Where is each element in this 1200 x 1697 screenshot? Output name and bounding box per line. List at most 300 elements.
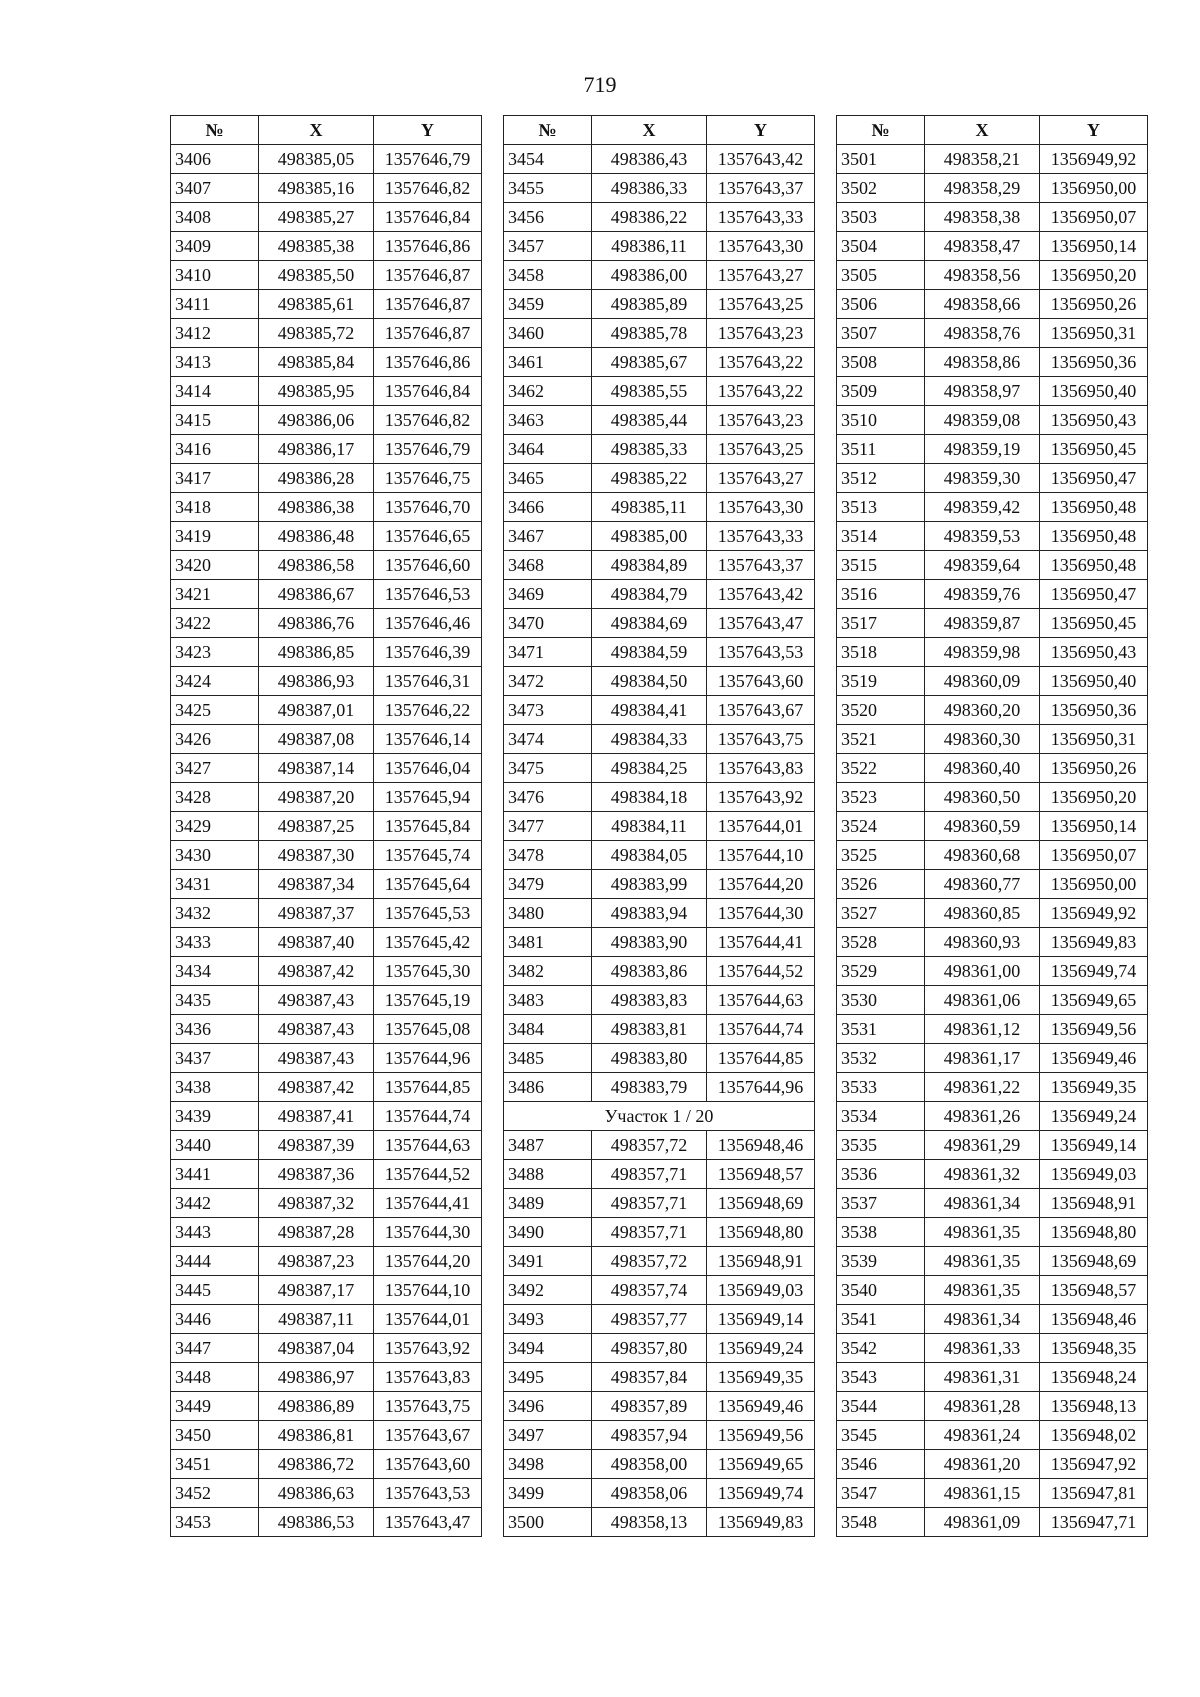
point-number: 3539: [837, 1247, 925, 1276]
x-coordinate: 498361,32: [925, 1160, 1040, 1189]
point-number: 3534: [837, 1102, 925, 1131]
x-coordinate: 498359,19: [925, 435, 1040, 464]
table-row: [171, 754, 482, 783]
point-number: 3466: [504, 493, 592, 522]
y-coordinate: 1357644,30: [374, 1218, 482, 1247]
point-number: 3498: [504, 1450, 592, 1479]
x-coordinate: 498386,53: [259, 1508, 374, 1537]
x-coordinate: 498386,00: [592, 261, 707, 290]
table-row: [837, 1508, 1148, 1537]
y-coordinate: 1356950,14: [1040, 812, 1148, 841]
x-coordinate: 498361,24: [925, 1421, 1040, 1450]
x-coordinate: 498386,89: [259, 1392, 374, 1421]
x-coordinate: 498357,72: [592, 1131, 707, 1160]
table-row: [504, 1479, 815, 1508]
table-row: [171, 1363, 482, 1392]
table-row: [171, 1189, 482, 1218]
point-number: 3533: [837, 1073, 925, 1102]
y-coordinate: 1357643,75: [374, 1392, 482, 1421]
table-row: [504, 493, 815, 522]
table-row: [171, 696, 482, 725]
point-number: 3481: [504, 928, 592, 957]
x-coordinate: 498361,35: [925, 1218, 1040, 1247]
point-number: 3464: [504, 435, 592, 464]
y-coordinate: 1357646,84: [374, 377, 482, 406]
y-coordinate: 1356950,07: [1040, 203, 1148, 232]
point-number: 3473: [504, 696, 592, 725]
point-number: 3425: [171, 696, 259, 725]
x-coordinate: 498387,01: [259, 696, 374, 725]
table-row: [504, 145, 815, 174]
column-header-num: №: [504, 116, 592, 145]
point-number: 3520: [837, 696, 925, 725]
table-row: [171, 783, 482, 812]
y-coordinate: 1357644,01: [374, 1305, 482, 1334]
x-coordinate: 498360,77: [925, 870, 1040, 899]
y-coordinate: 1356949,65: [1040, 986, 1148, 1015]
x-coordinate: 498360,85: [925, 899, 1040, 928]
y-coordinate: 1357643,60: [707, 667, 815, 696]
y-coordinate: 1356948,02: [1040, 1421, 1148, 1450]
x-coordinate: 498387,30: [259, 841, 374, 870]
column-header-num: №: [171, 116, 259, 145]
table-row: [504, 667, 815, 696]
y-coordinate: 1356949,92: [1040, 145, 1148, 174]
point-number: 3502: [837, 174, 925, 203]
x-coordinate: 498386,33: [592, 174, 707, 203]
y-coordinate: 1357643,27: [707, 261, 815, 290]
table-row: [171, 725, 482, 754]
y-coordinate: 1357643,23: [707, 319, 815, 348]
point-number: 3469: [504, 580, 592, 609]
x-coordinate: 498384,79: [592, 580, 707, 609]
point-number: 3470: [504, 609, 592, 638]
y-coordinate: 1356950,45: [1040, 609, 1148, 638]
point-number: 3493: [504, 1305, 592, 1334]
x-coordinate: 498385,16: [259, 174, 374, 203]
table-row: [504, 1247, 815, 1276]
table-row: [504, 290, 815, 319]
point-number: 3434: [171, 957, 259, 986]
table-row: [504, 754, 815, 783]
y-coordinate: 1356950,00: [1040, 870, 1148, 899]
y-coordinate: 1357643,83: [707, 754, 815, 783]
x-coordinate: 498361,17: [925, 1044, 1040, 1073]
y-coordinate: 1357644,30: [707, 899, 815, 928]
x-coordinate: 498359,98: [925, 638, 1040, 667]
x-coordinate: 498358,29: [925, 174, 1040, 203]
x-coordinate: 498385,78: [592, 319, 707, 348]
point-number: 3492: [504, 1276, 592, 1305]
y-coordinate: 1357644,41: [374, 1189, 482, 1218]
point-number: 3501: [837, 145, 925, 174]
table-row: [171, 841, 482, 870]
table-row: [837, 174, 1148, 203]
table-row: [504, 1276, 815, 1305]
table-row: [837, 1392, 1148, 1421]
table-row: [171, 145, 482, 174]
point-number: 3507: [837, 319, 925, 348]
point-number: 3482: [504, 957, 592, 986]
x-coordinate: 498387,43: [259, 1044, 374, 1073]
y-coordinate: 1357645,74: [374, 841, 482, 870]
y-coordinate: 1357646,14: [374, 725, 482, 754]
x-coordinate: 498358,56: [925, 261, 1040, 290]
y-coordinate: 1356947,81: [1040, 1479, 1148, 1508]
point-number: 3407: [171, 174, 259, 203]
table-row: [504, 1421, 815, 1450]
table-row: [171, 232, 482, 261]
point-number: 3426: [171, 725, 259, 754]
point-number: 3439: [171, 1102, 259, 1131]
x-coordinate: 498383,90: [592, 928, 707, 957]
point-number: 3447: [171, 1334, 259, 1363]
y-coordinate: 1357643,67: [707, 696, 815, 725]
x-coordinate: 498357,74: [592, 1276, 707, 1305]
point-number: 3529: [837, 957, 925, 986]
x-coordinate: 498357,80: [592, 1334, 707, 1363]
point-number: 3432: [171, 899, 259, 928]
table-row: [504, 870, 815, 899]
y-coordinate: 1357644,52: [374, 1160, 482, 1189]
point-number: 3471: [504, 638, 592, 667]
x-coordinate: 498387,42: [259, 957, 374, 986]
x-coordinate: 498357,77: [592, 1305, 707, 1334]
x-coordinate: 498360,30: [925, 725, 1040, 754]
y-coordinate: 1357645,30: [374, 957, 482, 986]
table-row: [837, 145, 1148, 174]
y-coordinate: 1356947,71: [1040, 1508, 1148, 1537]
x-coordinate: 498361,12: [925, 1015, 1040, 1044]
y-coordinate: 1356950,47: [1040, 464, 1148, 493]
table-row: [504, 1334, 815, 1363]
y-coordinate: 1356949,56: [1040, 1015, 1148, 1044]
point-number: 3516: [837, 580, 925, 609]
table-row: [171, 1276, 482, 1305]
x-coordinate: 498386,06: [259, 406, 374, 435]
y-coordinate: 1357643,25: [707, 435, 815, 464]
point-number: 3485: [504, 1044, 592, 1073]
x-coordinate: 498357,71: [592, 1218, 707, 1247]
point-number: 3513: [837, 493, 925, 522]
y-coordinate: 1356949,03: [1040, 1160, 1148, 1189]
x-coordinate: 498384,69: [592, 609, 707, 638]
point-number: 3496: [504, 1392, 592, 1421]
y-coordinate: 1357644,10: [707, 841, 815, 870]
table-row: [171, 1044, 482, 1073]
table-row: [837, 1015, 1148, 1044]
table-row: [837, 377, 1148, 406]
table-header-row: [504, 116, 815, 145]
table-row: [504, 522, 815, 551]
y-coordinate: 1356950,40: [1040, 377, 1148, 406]
table-row: [504, 348, 815, 377]
table-row: [504, 1305, 815, 1334]
y-coordinate: 1357643,75: [707, 725, 815, 754]
y-coordinate: 1357644,20: [374, 1247, 482, 1276]
column-header-y: Y: [1040, 116, 1148, 145]
y-coordinate: 1357644,63: [374, 1131, 482, 1160]
point-number: 3495: [504, 1363, 592, 1392]
table-row: [504, 609, 815, 638]
x-coordinate: 498360,50: [925, 783, 1040, 812]
table-row: [837, 1218, 1148, 1247]
x-coordinate: 498385,84: [259, 348, 374, 377]
table-row: [504, 812, 815, 841]
x-coordinate: 498386,11: [592, 232, 707, 261]
x-coordinate: 498383,86: [592, 957, 707, 986]
point-number: 3468: [504, 551, 592, 580]
table-row: [504, 406, 815, 435]
x-coordinate: 498358,66: [925, 290, 1040, 319]
y-coordinate: 1357643,33: [707, 203, 815, 232]
column-header-y: Y: [374, 116, 482, 145]
table-row: [837, 1102, 1148, 1131]
x-coordinate: 498384,11: [592, 812, 707, 841]
point-number: 3453: [171, 1508, 259, 1537]
point-number: 3494: [504, 1334, 592, 1363]
y-coordinate: 1357644,10: [374, 1276, 482, 1305]
x-coordinate: 498385,38: [259, 232, 374, 261]
table-row: [171, 1305, 482, 1334]
point-number: 3437: [171, 1044, 259, 1073]
table-row: [837, 1044, 1148, 1073]
y-coordinate: 1356949,03: [707, 1276, 815, 1305]
point-number: 3548: [837, 1508, 925, 1537]
x-coordinate: 498361,34: [925, 1189, 1040, 1218]
x-coordinate: 498385,05: [259, 145, 374, 174]
point-number: 3518: [837, 638, 925, 667]
y-coordinate: 1356948,91: [707, 1247, 815, 1276]
y-coordinate: 1357646,79: [374, 145, 482, 174]
table-row: [171, 464, 482, 493]
x-coordinate: 498358,97: [925, 377, 1040, 406]
point-number: 3542: [837, 1334, 925, 1363]
point-number: 3450: [171, 1421, 259, 1450]
table-row: [504, 1015, 815, 1044]
y-coordinate: 1357643,42: [707, 145, 815, 174]
point-number: 3522: [837, 754, 925, 783]
x-coordinate: 498360,93: [925, 928, 1040, 957]
point-number: 3497: [504, 1421, 592, 1450]
y-coordinate: 1357646,82: [374, 406, 482, 435]
y-coordinate: 1357644,41: [707, 928, 815, 957]
table-row: [171, 1450, 482, 1479]
x-coordinate: 498384,18: [592, 783, 707, 812]
table-row: [504, 1160, 815, 1189]
x-coordinate: 498385,55: [592, 377, 707, 406]
y-coordinate: 1357644,52: [707, 957, 815, 986]
table-row: [837, 1363, 1148, 1392]
table-row: [171, 319, 482, 348]
y-coordinate: 1357643,92: [374, 1334, 482, 1363]
y-coordinate: 1356950,40: [1040, 667, 1148, 696]
x-coordinate: 498360,68: [925, 841, 1040, 870]
point-number: 3478: [504, 841, 592, 870]
x-coordinate: 498387,08: [259, 725, 374, 754]
y-coordinate: 1356950,20: [1040, 783, 1148, 812]
table-row: [504, 725, 815, 754]
x-coordinate: 498361,20: [925, 1450, 1040, 1479]
y-coordinate: 1357646,87: [374, 319, 482, 348]
table-row: [837, 551, 1148, 580]
x-coordinate: 498385,72: [259, 319, 374, 348]
y-coordinate: 1357646,75: [374, 464, 482, 493]
point-number: 3461: [504, 348, 592, 377]
y-coordinate: 1357643,53: [707, 638, 815, 667]
x-coordinate: 498387,11: [259, 1305, 374, 1334]
table-row: [504, 232, 815, 261]
x-coordinate: 498360,59: [925, 812, 1040, 841]
y-coordinate: 1356950,43: [1040, 406, 1148, 435]
x-coordinate: 498384,59: [592, 638, 707, 667]
point-number: 3420: [171, 551, 259, 580]
table-row: [504, 1189, 815, 1218]
y-coordinate: 1356948,24: [1040, 1363, 1148, 1392]
column-header-x: X: [592, 116, 707, 145]
x-coordinate: 498386,85: [259, 638, 374, 667]
y-coordinate: 1357643,25: [707, 290, 815, 319]
table-row: [504, 377, 815, 406]
point-number: 3411: [171, 290, 259, 319]
y-coordinate: 1357643,23: [707, 406, 815, 435]
point-number: 3483: [504, 986, 592, 1015]
column-header-x: X: [925, 116, 1040, 145]
x-coordinate: 498361,31: [925, 1363, 1040, 1392]
x-coordinate: 498387,36: [259, 1160, 374, 1189]
point-number: 3446: [171, 1305, 259, 1334]
point-number: 3428: [171, 783, 259, 812]
y-coordinate: 1356949,35: [1040, 1073, 1148, 1102]
table-row: [171, 1479, 482, 1508]
x-coordinate: 498357,72: [592, 1247, 707, 1276]
y-coordinate: 1356950,31: [1040, 725, 1148, 754]
y-coordinate: 1356948,69: [1040, 1247, 1148, 1276]
column-header-y: Y: [707, 116, 815, 145]
table-row: [171, 1102, 482, 1131]
table-row: [171, 493, 482, 522]
table-row: [504, 203, 815, 232]
y-coordinate: 1356949,14: [1040, 1131, 1148, 1160]
y-coordinate: 1356950,48: [1040, 493, 1148, 522]
y-coordinate: 1357646,79: [374, 435, 482, 464]
table-row: [171, 377, 482, 406]
section-row: [504, 1102, 815, 1131]
table-row: [837, 1276, 1148, 1305]
x-coordinate: 498386,58: [259, 551, 374, 580]
table-row: [171, 1508, 482, 1537]
table-row: [171, 870, 482, 899]
y-coordinate: 1357645,64: [374, 870, 482, 899]
y-coordinate: 1356950,45: [1040, 435, 1148, 464]
x-coordinate: 498383,81: [592, 1015, 707, 1044]
y-coordinate: 1357643,22: [707, 377, 815, 406]
table-row: [837, 493, 1148, 522]
point-number: 3436: [171, 1015, 259, 1044]
table-row: [837, 1073, 1148, 1102]
point-number: 3459: [504, 290, 592, 319]
table-row: [837, 319, 1148, 348]
x-coordinate: 498386,72: [259, 1450, 374, 1479]
table-row: [837, 870, 1148, 899]
x-coordinate: 498387,20: [259, 783, 374, 812]
point-number: 3430: [171, 841, 259, 870]
y-coordinate: 1356948,35: [1040, 1334, 1148, 1363]
y-coordinate: 1357643,60: [374, 1450, 482, 1479]
y-coordinate: 1357644,96: [374, 1044, 482, 1073]
table-row: [504, 783, 815, 812]
point-number: 3500: [504, 1508, 592, 1537]
x-coordinate: 498385,61: [259, 290, 374, 319]
point-number: 3526: [837, 870, 925, 899]
point-number: 3541: [837, 1305, 925, 1334]
table-row: [504, 435, 815, 464]
x-coordinate: 498387,25: [259, 812, 374, 841]
y-coordinate: 1357644,63: [707, 986, 815, 1015]
table-row: [837, 464, 1148, 493]
point-number: 3487: [504, 1131, 592, 1160]
y-coordinate: 1357644,20: [707, 870, 815, 899]
y-coordinate: 1356949,65: [707, 1450, 815, 1479]
table-row: [837, 986, 1148, 1015]
table-row: [504, 261, 815, 290]
table-row: [504, 580, 815, 609]
table-row: [171, 1218, 482, 1247]
point-number: 3423: [171, 638, 259, 667]
column-header-x: X: [259, 116, 374, 145]
point-number: 3422: [171, 609, 259, 638]
point-number: 3431: [171, 870, 259, 899]
table-row: [837, 522, 1148, 551]
x-coordinate: 498385,95: [259, 377, 374, 406]
point-number: 3412: [171, 319, 259, 348]
table-row: [837, 696, 1148, 725]
table-row: [504, 841, 815, 870]
y-coordinate: 1356950,20: [1040, 261, 1148, 290]
y-coordinate: 1357644,96: [707, 1073, 815, 1102]
y-coordinate: 1357646,87: [374, 290, 482, 319]
y-coordinate: 1356948,13: [1040, 1392, 1148, 1421]
y-coordinate: 1356948,57: [1040, 1276, 1148, 1305]
point-number: 3528: [837, 928, 925, 957]
y-coordinate: 1357643,47: [707, 609, 815, 638]
point-number: 3543: [837, 1363, 925, 1392]
table-row: [171, 1421, 482, 1450]
y-coordinate: 1356949,24: [707, 1334, 815, 1363]
point-number: 3441: [171, 1160, 259, 1189]
column-header-num: №: [837, 116, 925, 145]
point-number: 3514: [837, 522, 925, 551]
x-coordinate: 498384,05: [592, 841, 707, 870]
table-row: [171, 1073, 482, 1102]
y-coordinate: 1357643,67: [374, 1421, 482, 1450]
point-number: 3455: [504, 174, 592, 203]
point-number: 3421: [171, 580, 259, 609]
y-coordinate: 1357646,31: [374, 667, 482, 696]
point-number: 3521: [837, 725, 925, 754]
y-coordinate: 1356950,31: [1040, 319, 1148, 348]
point-number: 3416: [171, 435, 259, 464]
table-row: [504, 1450, 815, 1479]
x-coordinate: 498359,87: [925, 609, 1040, 638]
point-number: 3512: [837, 464, 925, 493]
x-coordinate: 498361,26: [925, 1102, 1040, 1131]
point-number: 3463: [504, 406, 592, 435]
point-number: 3523: [837, 783, 925, 812]
x-coordinate: 498385,00: [592, 522, 707, 551]
point-number: 3417: [171, 464, 259, 493]
y-coordinate: 1357646,53: [374, 580, 482, 609]
